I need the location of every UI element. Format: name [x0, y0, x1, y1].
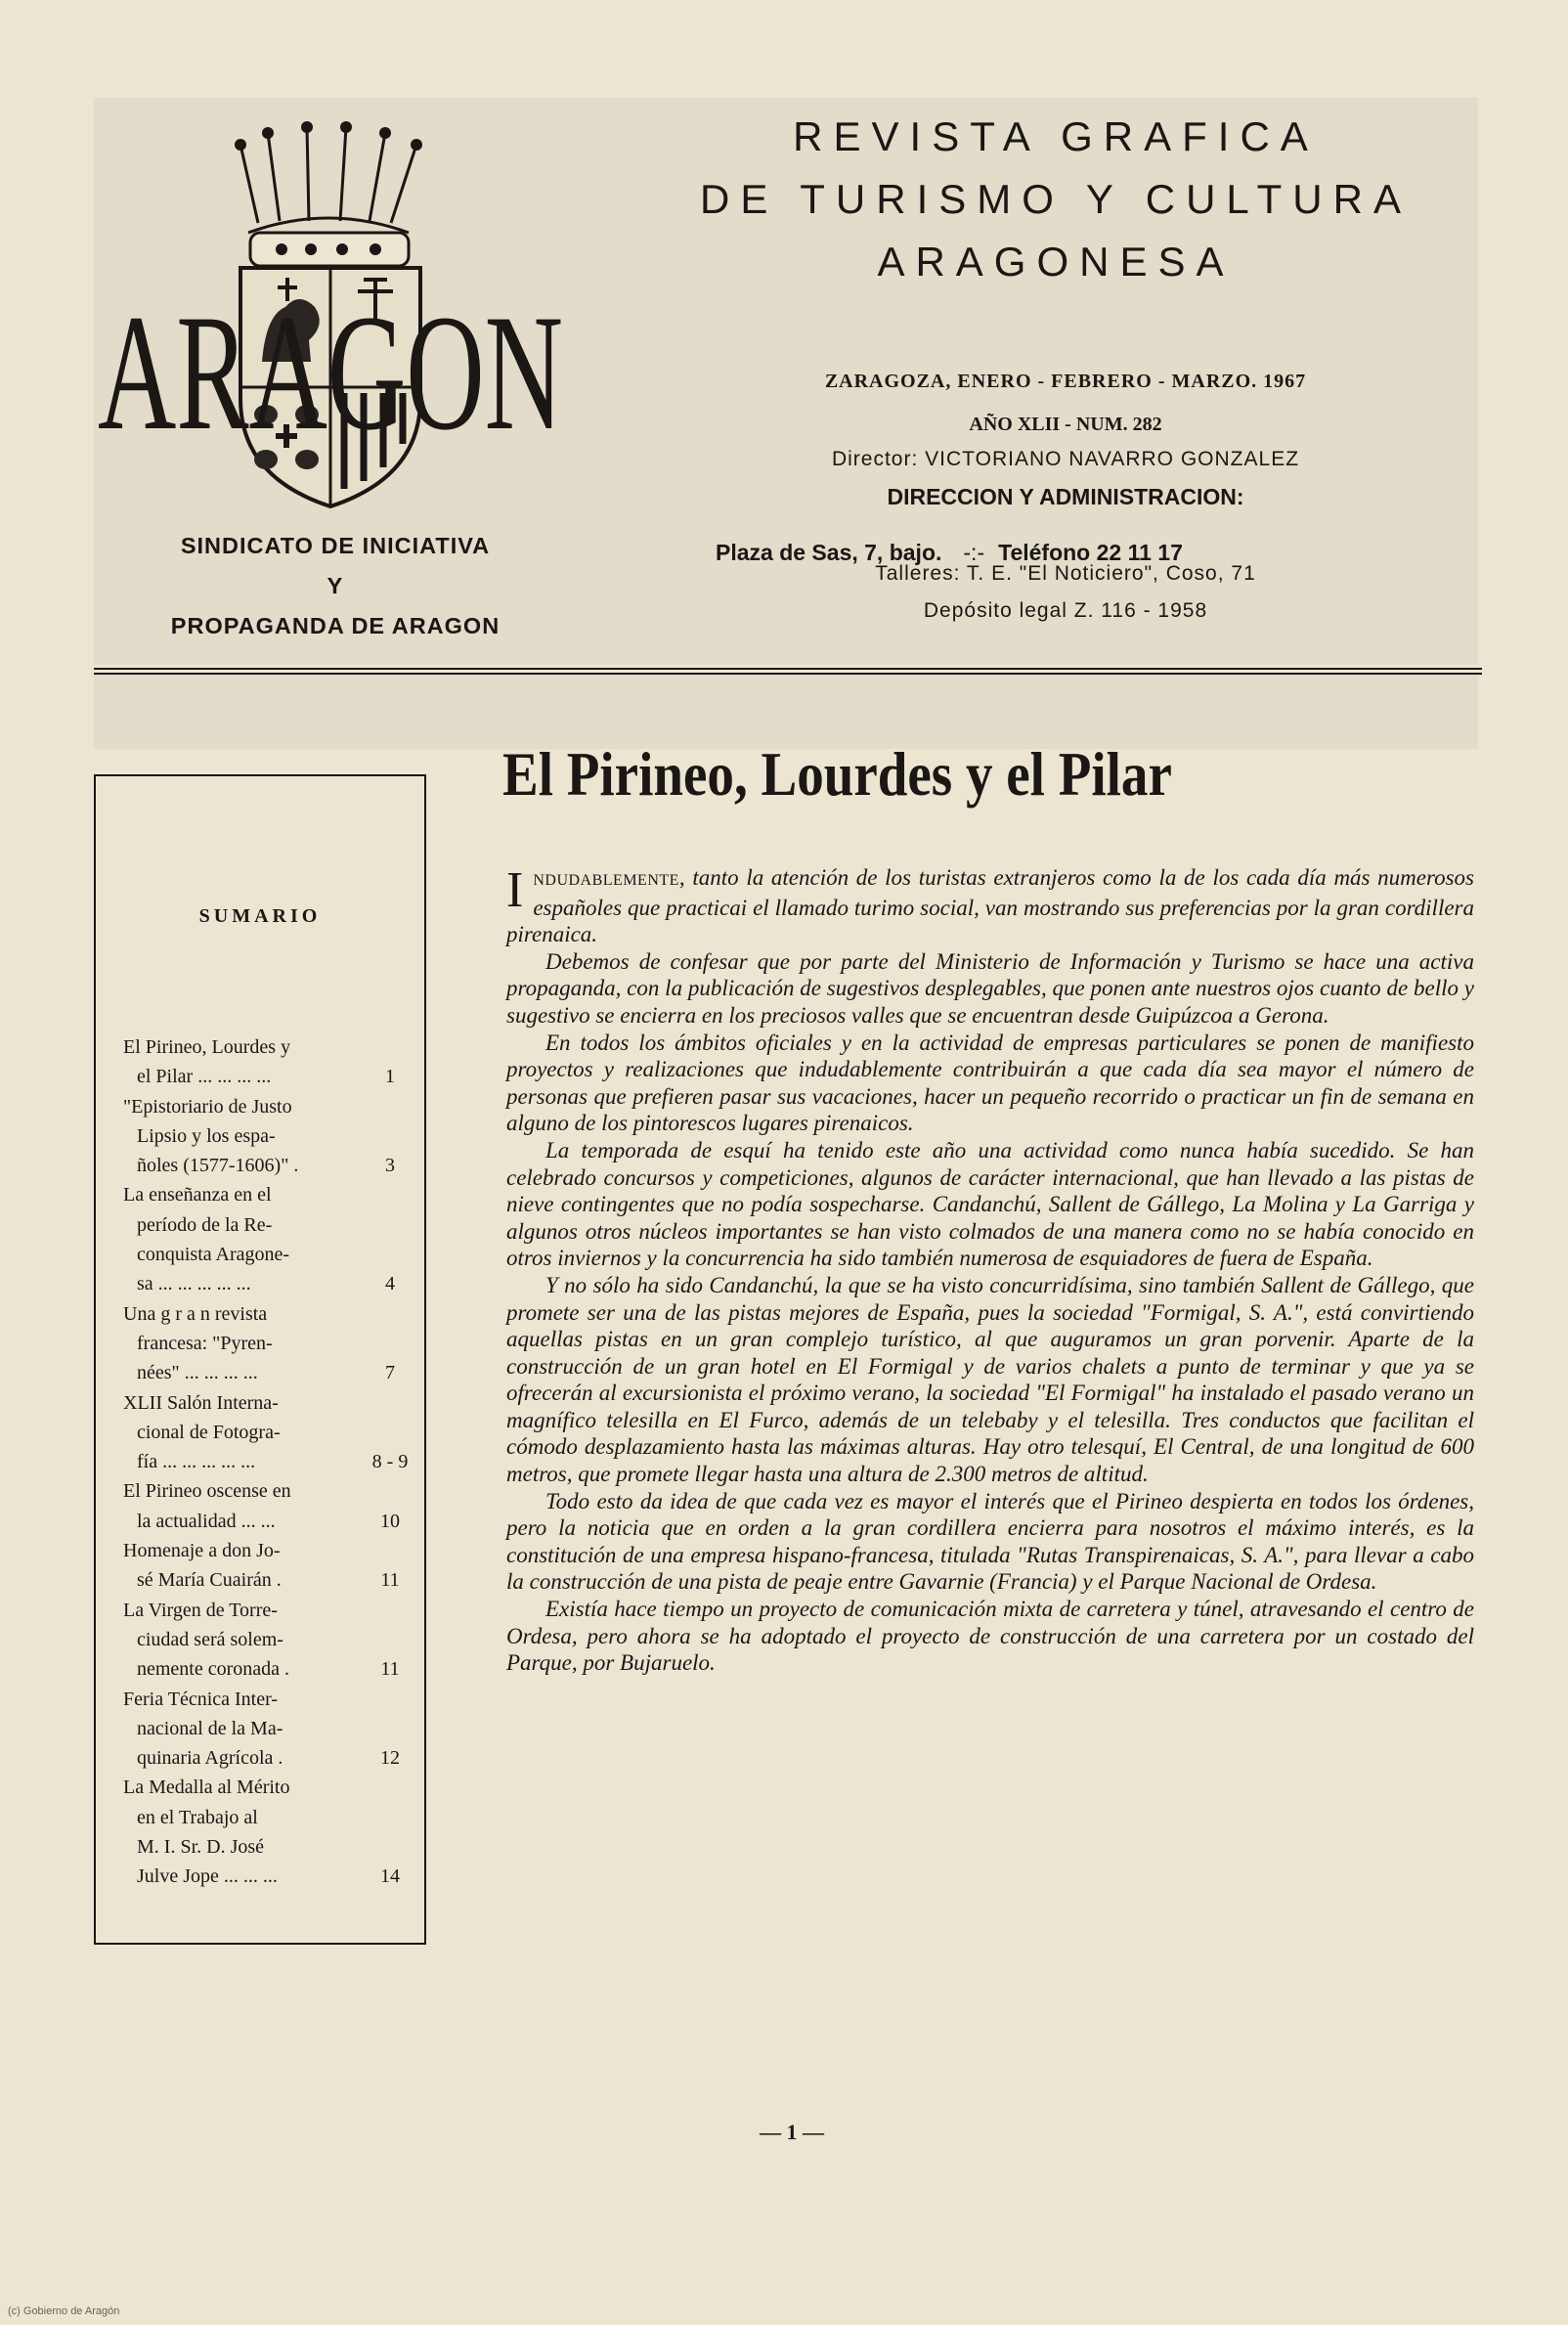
magazine-title-line: ARAGONESA	[877, 239, 1235, 285]
sumario-item-text	[123, 1536, 366, 1596]
sindicato-line: PROPAGANDA DE ARAGON	[170, 613, 501, 638]
sumario-page-number: 3	[385, 1155, 395, 1177]
sumario-page-number: 4	[385, 1273, 395, 1295]
sumario-item-line: nemente coronada .	[137, 1658, 290, 1681]
sumario-item-line: La Virgen de Torre-	[123, 1599, 278, 1621]
address-line	[716, 533, 1361, 572]
article-title: El Pirineo, Lourdes y el Pilar	[502, 739, 1172, 809]
sumario-item-line: francesa: "Pyren-	[137, 1332, 273, 1354]
sumario-item	[123, 1299, 459, 1388]
sumario-item-text	[123, 1596, 366, 1685]
sumario-item	[123, 1476, 459, 1536]
sumario-item-line: período de la Re-	[137, 1213, 273, 1236]
sumario-item-line: cional de Fotogra-	[137, 1421, 281, 1443]
image-credit: (c) Gobierno de Aragón	[8, 2305, 120, 2317]
sumario-page-number: 12	[380, 1747, 400, 1770]
sumario-item	[123, 1032, 459, 1092]
sumario-title: SUMARIO	[198, 905, 322, 927]
address: Plaza de Sas, 7, bajo.	[716, 540, 942, 565]
article-paragraph: Debemos de confesar que por parte del Ministerio de Información y Turismo se hace una activa propaganda, con la publicación de sugestivos desplegables, que ponen ante nuestros ojos cuanto de bello y sugestivo se encierra en los preciosos valles que se encuentran desde Guipúzcoa a Gerona.	[506, 948, 1474, 1028]
sindicato-block	[104, 526, 567, 646]
sumario-item-line: fía ... ... ... ... ...	[137, 1451, 256, 1473]
article-paragraph: En todos los ámbitos oficiales y en la actividad de empresas particulares se ponen de manifiesto proyectos y realizaciones que indudablemente contribuirán a que cada día sea mayor el número de personas que prefieren pasar sus vacaciones, hacer un pequeño recorrido o practicar un fin de semana en alguno de los pintorescos lugares pirenaicos.	[506, 1030, 1474, 1136]
sumario-item	[123, 1685, 459, 1774]
lead-text: , tanto la atención de los turistas extranjeros como la de los cada día más numerosos españoles que practicai el llamado turimo social, van mostrando sus preferencias por la gran cordillera pirenaica.	[506, 865, 1474, 947]
sumario-item	[123, 1596, 459, 1685]
deposito-line: Depósito legal Z. 116 - 1958	[923, 599, 1208, 622]
sumario-item-line: La enseñanza en el	[123, 1184, 272, 1206]
aragon-crest-logo	[94, 106, 571, 555]
sumario-item-line: Julve Jope ... ... ...	[137, 1865, 278, 1888]
sumario-item-line: Lipsio y los espa-	[137, 1124, 276, 1147]
magazine-title-line: REVISTA GRAFICA	[793, 113, 1319, 159]
sumario-item-line: quinaria Agrícola .	[137, 1747, 283, 1770]
sumario-page-number: 14	[380, 1865, 400, 1888]
sumario-item-text	[123, 1773, 366, 1891]
sumario-item-line: ñoles (1577-1606)" .	[137, 1155, 299, 1177]
admin-heading: DIRECCION Y ADMINISTRACION:	[887, 484, 1244, 509]
address-separator: -:-	[963, 540, 985, 565]
lead-word: NDUDABLEMENTE	[533, 872, 679, 889]
issue-number: AÑO XLII - NUM. 282	[969, 414, 1162, 435]
sumario-item-line: sa ... ... ... ... ...	[137, 1273, 251, 1295]
magazine-title	[616, 106, 1496, 293]
sumario-item-line: nées" ... ... ... ...	[137, 1362, 258, 1384]
sumario-item-line: en el Trabajo al	[137, 1806, 258, 1828]
magazine-title-line: DE TURISMO Y CULTURA	[700, 176, 1412, 222]
sumario-item-line: Feria Técnica Inter-	[123, 1688, 279, 1710]
sumario-page-number: 11	[380, 1569, 400, 1592]
sumario-item-line: conquista Aragone-	[137, 1244, 290, 1266]
page-number: — 1 —	[760, 2120, 824, 2144]
sumario-item-line: la actualidad ... ...	[137, 1510, 276, 1532]
sumario-item-text	[123, 1299, 366, 1388]
sumario-item-line: El Pirineo, Lourdes y	[123, 1036, 291, 1058]
sumario-item-line: "Epistoriario de Justo	[123, 1095, 292, 1118]
sindicato-line: Y	[327, 573, 344, 598]
sumario-item-text	[123, 1476, 366, 1536]
sumario-item-text	[123, 1388, 366, 1477]
sumario-item-line: sé María Cuairán .	[137, 1569, 282, 1592]
masthead-rule	[94, 668, 1482, 678]
sumario-item-line: Homenaje a don Jo-	[123, 1540, 281, 1562]
issue-date: ZARAGOZA, ENERO - FEBRERO - MARZO. 1967	[824, 371, 1307, 392]
sumario-item-text	[123, 1092, 366, 1181]
sumario-item-line: XLII Salón Interna-	[123, 1391, 279, 1414]
phone: Teléfono 22 11 17	[998, 540, 1183, 565]
aragon-logo-wordmark: ARAGON	[98, 281, 563, 464]
sumario-item-line: Una g r a n revista	[123, 1302, 268, 1325]
sumario-item-text	[123, 1032, 366, 1092]
sumario-item	[123, 1536, 459, 1596]
sumario-box	[94, 774, 426, 1945]
sumario-item	[123, 1773, 459, 1891]
sumario-page-number: 8 - 9	[371, 1451, 409, 1473]
director-line: Director: VICTORIANO NAVARRO GONZALEZ	[831, 448, 1300, 470]
sumario-page-number: 1	[385, 1066, 395, 1088]
sumario-item	[123, 1092, 459, 1181]
issue-info	[675, 364, 1457, 630]
sumario-item	[123, 1180, 459, 1298]
article-paragraph	[506, 864, 1474, 948]
sumario-list	[123, 1032, 459, 1892]
sumario-item-text	[123, 1685, 366, 1774]
talleres-line: Talleres: T. E. "El Noticiero", Coso, 71	[875, 562, 1256, 585]
sumario-item	[123, 1388, 459, 1477]
sumario-item-line: La Medalla al Mérito	[123, 1777, 290, 1799]
article-paragraph: Existía hace tiempo un proyecto de comunicación mixta de carretera y túnel, atravesando el centro de Ordesa, pero ahora se ha adoptado el proyecto de construcción de una carretera por un costado del Parque, por Bujaruelo.	[506, 1597, 1474, 1676]
sumario-page-number: 11	[380, 1658, 400, 1681]
article-paragraph: La temporada de esquí ha tenido este año una actividad como nunca había sucedido. Se han celebrado concursos y competiciones, algunos de carácter internacional, que han llevado a las pistas de nieve contingentes que no podía sospecharse. Candanchú, Sallent de Gállego, La Molina y La Garriga y algunos otros núcleos importantes se han visto colmados de una manera como no se había conocido en otros inviernos y la concurrencia ha sido también numerosa de esquiadores de fuera de España.	[506, 1137, 1474, 1271]
sumario-item-line: nacional de la Ma-	[137, 1717, 283, 1739]
article-body	[506, 864, 1474, 1677]
sumario-item-text	[123, 1180, 366, 1298]
sumario-page-number: 10	[380, 1510, 400, 1532]
drop-cap: I	[506, 862, 524, 918]
sumario-page-number: 7	[385, 1362, 395, 1384]
sumario-item-line: El Pirineo oscense en	[123, 1480, 291, 1503]
sumario-item-line: el Pilar ... ... ... ...	[137, 1066, 272, 1088]
article-paragraph: Y no sólo ha sido Candanchú, la que se ha visto concurridísima, sino también Sallent de Gállego, que promete ser una de las pistas mejores de España, pues la sociedad "Formigal, S. A.", está convirtiendo aquellas pistas en un gran complejo turístico, al que auguramos un gran porvenir. Aparte de la construcción de un gran hotel en El Formigal y de varios chalets a punto de terminar y que ya se ofrecerán al excursionista el próximo verano, la sociedad "El Formigal" ha instalado el pasado verano un magnífico telesilla en El Furco, además de un telebaby y el telesilla. Tres conductos que facilitan el cómodo desplazamiento hasta las máximas alturas. Hay otro telesquí, El Central, de una longitud de 600 metros, que promete llegar hasta una altura de 2.300 metros de altitud.	[506, 1272, 1474, 1487]
sindicato-line: SINDICATO DE INICIATIVA	[180, 533, 491, 558]
sumario-item-line: ciudad será solem-	[137, 1628, 283, 1650]
sumario-item-line: M. I. Sr. D. José	[137, 1836, 265, 1859]
article-paragraph: Todo esto da idea de que cada vez es mayor el interés que el Pirineo despierta en todos los órdenes, pero la noticia que en orden a la gran cordillera encierra para nosotros el máximo interés, es la constitución de una empresa hispano-francesa, titulada "Rutas Transpirenaicas, S. A.", para llevar a cabo la construcción de una pista de peaje entre Gavarnie (Francia) y el Parque Nacional de Ordesa.	[506, 1488, 1474, 1595]
